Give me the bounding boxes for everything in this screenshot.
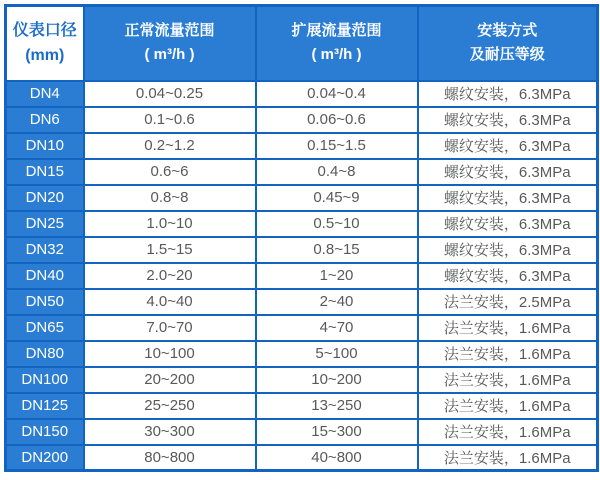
cell-diameter: DN65 — [6, 315, 84, 341]
cell-installation: 法兰安装，1.6MPa — [418, 419, 598, 445]
cell-installation: 法兰安装，2.5MPa — [418, 289, 598, 315]
cell-normal-range: 10~100 — [84, 341, 256, 367]
cell-extended-range: 0.5~10 — [256, 211, 418, 237]
table-row — [6, 263, 598, 289]
cell-extended-range: 0.45~9 — [256, 185, 418, 211]
cell-diameter: DN200 — [6, 445, 84, 471]
table-row — [6, 445, 598, 471]
header-cell-diameter — [6, 6, 84, 81]
cell-extended-range: 5~100 — [256, 341, 418, 367]
cell-installation: 螺纹安装，6.3MPa — [418, 185, 598, 211]
cell-extended-range: 10~200 — [256, 367, 418, 393]
cell-extended-range: 0.4~8 — [256, 159, 418, 185]
cell-diameter: DN40 — [6, 263, 84, 289]
cell-diameter: DN4 — [6, 81, 84, 107]
cell-extended-range: 4~70 — [256, 315, 418, 341]
cell-normal-range: 7.0~70 — [84, 315, 256, 341]
cell-normal-range: 4.0~40 — [84, 289, 256, 315]
cell-diameter: DN6 — [6, 107, 84, 133]
header-normal-range-line2: ( m³/h ) — [144, 46, 195, 64]
cell-normal-range: 25~250 — [84, 393, 256, 419]
cell-diameter: DN20 — [6, 185, 84, 211]
header-cell-normal-range — [84, 6, 256, 81]
table-row — [6, 289, 598, 315]
cell-installation: 法兰安装，1.6MPa — [418, 393, 598, 419]
cell-normal-range: 0.1~0.6 — [84, 107, 256, 133]
cell-installation: 螺纹安装，6.3MPa — [418, 237, 598, 263]
table-row — [6, 341, 598, 367]
cell-normal-range: 0.8~8 — [84, 185, 256, 211]
cell-diameter: DN32 — [6, 237, 84, 263]
table-row — [6, 315, 598, 341]
cell-normal-range: 1.5~15 — [84, 237, 256, 263]
cell-extended-range: 0.04~0.4 — [256, 81, 418, 107]
cell-normal-range: 0.04~0.25 — [84, 81, 256, 107]
cell-extended-range: 40~800 — [256, 445, 418, 471]
cell-extended-range: 15~300 — [256, 419, 418, 445]
cell-extended-range: 0.15~1.5 — [256, 133, 418, 159]
table-row — [6, 107, 598, 133]
cell-normal-range: 2.0~20 — [84, 263, 256, 289]
header-normal-range-line1: 正常流量范围 — [124, 22, 215, 40]
cell-normal-range: 20~200 — [84, 367, 256, 393]
table-row — [6, 419, 598, 445]
cell-diameter: DN80 — [6, 341, 84, 367]
header-extended-range-line1: 扩展流量范围 — [291, 22, 382, 40]
cell-extended-range: 1~20 — [256, 263, 418, 289]
header-cell-extended-range — [256, 6, 418, 81]
table-row — [6, 185, 598, 211]
cell-diameter: DN125 — [6, 393, 84, 419]
cell-installation: 法兰安装，1.6MPa — [418, 315, 598, 341]
cell-diameter: DN10 — [6, 133, 84, 159]
header-row — [6, 6, 598, 81]
header-cell-installation — [418, 6, 598, 81]
cell-normal-range: 1.0~10 — [84, 211, 256, 237]
header-diameter-line1: 仪表口径 — [12, 21, 77, 39]
cell-installation: 螺纹安装，6.3MPa — [418, 107, 598, 133]
header-diameter-line2: (mm) — [25, 47, 65, 65]
cell-normal-range: 80~800 — [84, 445, 256, 471]
table-row — [6, 237, 598, 263]
cell-extended-range: 13~250 — [256, 393, 418, 419]
header-installation-line2: 及耐压等级 — [469, 46, 545, 64]
cell-installation: 螺纹安装，6.3MPa — [418, 263, 598, 289]
cell-normal-range: 30~300 — [84, 419, 256, 445]
cell-normal-range: 0.6~6 — [84, 159, 256, 185]
table-row — [6, 133, 598, 159]
header-installation-line1: 安装方式 — [477, 22, 538, 40]
cell-installation: 螺纹安装，6.3MPa — [418, 159, 598, 185]
cell-diameter: DN15 — [6, 159, 84, 185]
table-row — [6, 211, 598, 237]
table-row — [6, 393, 598, 419]
header-extended-range-line2: ( m³/h ) — [311, 46, 362, 64]
cell-diameter: DN150 — [6, 419, 84, 445]
cell-installation: 螺纹安装，6.3MPa — [418, 211, 598, 237]
cell-diameter: DN25 — [6, 211, 84, 237]
table-row — [6, 81, 598, 107]
cell-diameter: DN100 — [6, 367, 84, 393]
table-row — [6, 159, 598, 185]
cell-installation: 法兰安装，1.6MPa — [418, 341, 598, 367]
cell-normal-range: 0.2~1.2 — [84, 133, 256, 159]
cell-extended-range: 0.8~15 — [256, 237, 418, 263]
cell-extended-range: 2~40 — [256, 289, 418, 315]
cell-installation: 螺纹安装，6.3MPa — [418, 133, 598, 159]
flowmeter-spec-table — [4, 4, 599, 472]
cell-installation: 法兰安装，1.6MPa — [418, 445, 598, 471]
cell-installation: 法兰安装，1.6MPa — [418, 367, 598, 393]
cell-installation: 螺纹安装，6.3MPa — [418, 81, 598, 107]
cell-diameter: DN50 — [6, 289, 84, 315]
cell-extended-range: 0.06~0.6 — [256, 107, 418, 133]
table-row — [6, 367, 598, 393]
